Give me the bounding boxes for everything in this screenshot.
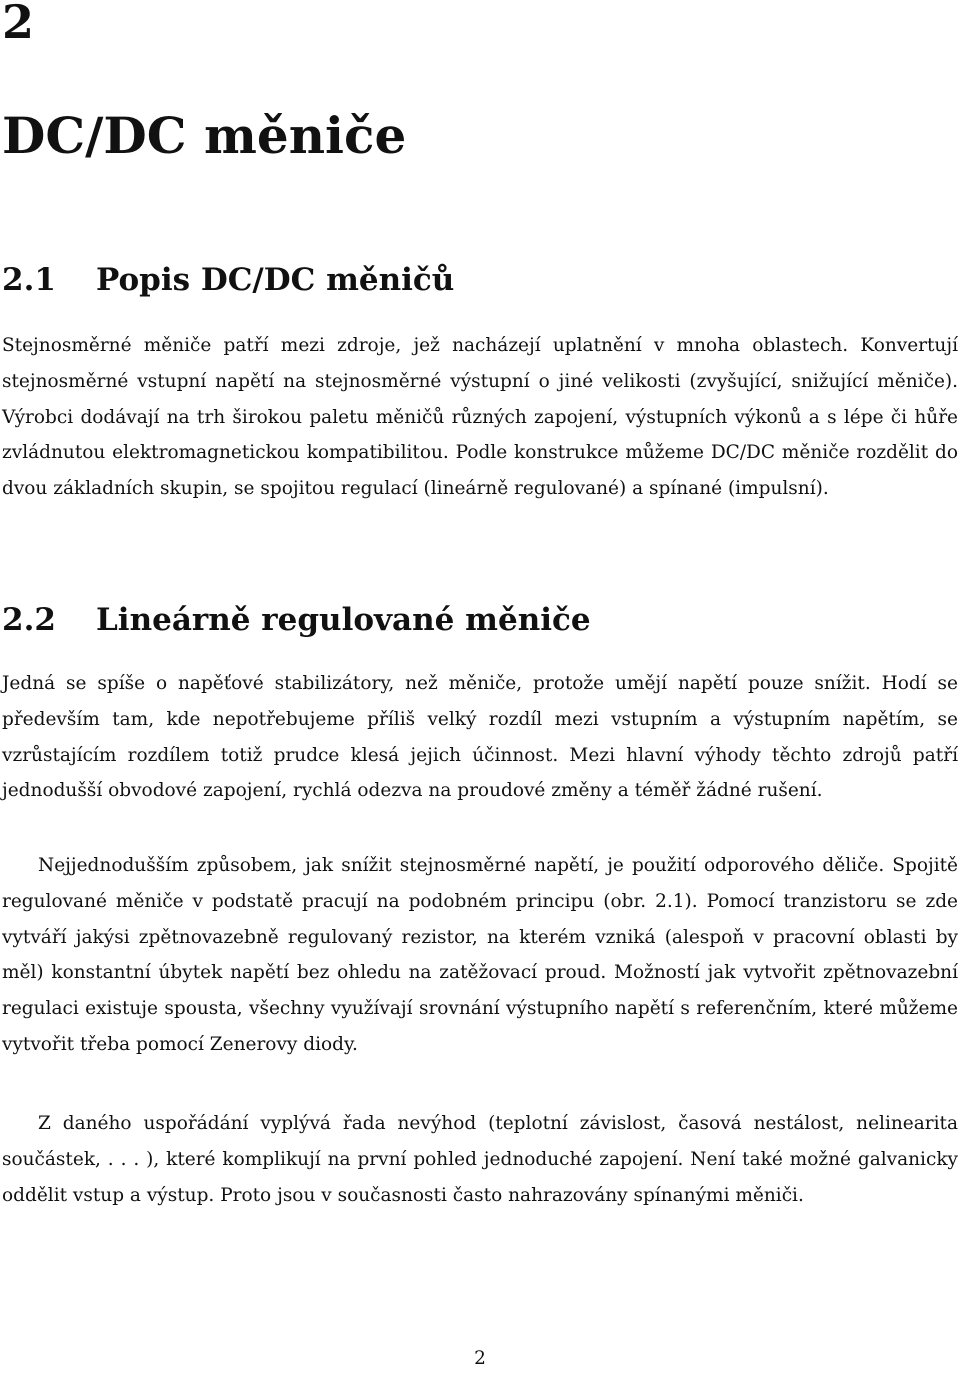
section-number: 2.1 xyxy=(2,262,56,298)
chapter-title: DC/DC měniče xyxy=(2,106,407,165)
section-heading-2-2 xyxy=(2,600,591,640)
page-number: 2 xyxy=(474,1348,486,1369)
paragraph: Jedná se spíše o napěťové stabilizátory, než měniče, protože umějí napětí pouze snížit. Hodí se především tam, kde nepotřebujeme příliš velký rozdíl mezi vstupním a výstupním napětím, se vzrůstajícím rozdílem totiž prudce klesá jejich účinnost. Mezi hlavní výhody těchto zdrojů patří jednodušší obvodové zapojení, rychlá odezva na proudové změny a téměř žádné rušení. xyxy=(2,673,958,802)
paragraph: Stejnosměrné měniče patří mezi zdroje, jež nacházejí uplatnění v mnoha oblastech. Konvertují stejnosměrné vstupní napětí na stejnosměrné výstupní o jiné velikosti (zvyšující, snižující měniče). Výrobci dodávají na trh širokou paletu měničů různých zapojení, výstupních výkonů a s lépe či hůře zvládnutou elektromagnetickou kompatibilitou. Podle konstrukce můžeme DC/DC měniče rozdělit do dvou základních skupin, se spojitou regulací (lineárně regulované) a spínané (impulsní). xyxy=(2,335,958,500)
section-title: Lineárně regulované měniče xyxy=(96,602,591,638)
paragraph: Nejjednodušším způsobem, jak snížit stejnosměrné napětí, je použití odporového děliče. Spojitě regulované měniče v podstatě pracují na podobném principu (obr. 2.1). Pomocí tranzistoru se zde vytváří jakýsi zpětnovazebně regulovaný rezistor, na kterém vzniká (alespoň v pracovní oblasti by měl) konstantní úbytek napětí bez ohledu na zatěžovací proud. Možností jak vytvořit zpětnovazební regulaci existuje spousta, všechny využívají srovnání výstupního napětí s referenčním, které můžeme vytvořit třeba pomocí Zenerovy diody. xyxy=(2,855,958,1055)
chapter-number: 2 xyxy=(2,0,35,49)
section-number: 2.2 xyxy=(2,602,56,638)
section-heading-2-1 xyxy=(2,260,454,300)
section-title: Popis DC/DC měničů xyxy=(96,262,455,298)
paragraph: Z daného uspořádání vyplývá řada nevýhod (teplotní závislost, časová nestálost, nelinearita součástek, . . . ), které komplikují na první pohled jednoduché zapojení. Není také možné galvanicky oddělit vstup a výstup. Proto jsou v současnosti často nahrazovány spínanými měniči. xyxy=(2,1113,958,1206)
